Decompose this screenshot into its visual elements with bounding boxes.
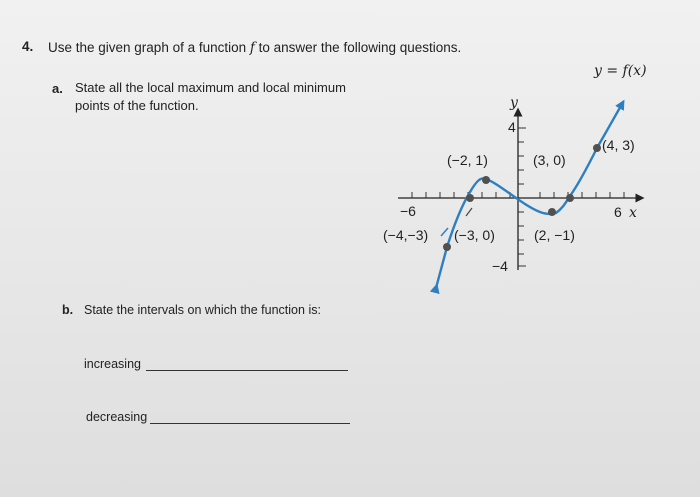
y-axis-ticks: [518, 128, 526, 266]
x-tick-left: −6: [400, 203, 416, 219]
function-curve: [436, 104, 622, 288]
point-x-intercept-left: [466, 194, 474, 202]
increasing-label: increasing: [84, 357, 141, 371]
label-local-min: (2, −1): [534, 227, 575, 243]
point-right-end: [593, 144, 601, 152]
point-left-end: [443, 243, 451, 251]
y-tick-top: 4: [508, 119, 516, 135]
x-axis-label: x: [629, 205, 637, 221]
label-right-end: (4, 3): [602, 137, 635, 153]
part-b-prompt: State the intervals on which the function is:: [84, 303, 321, 317]
label-x-intercept-left: (−3, 0): [454, 227, 495, 243]
question-text-before: Use the given graph of a function: [48, 40, 250, 55]
y-axis-label: y: [510, 95, 518, 111]
point-local-min: [548, 208, 556, 216]
leader-left-end: [441, 228, 448, 236]
question-number: 4.: [22, 39, 34, 54]
label-x-intercept-right: (3, 0): [533, 152, 566, 168]
decreasing-label: decreasing: [86, 410, 148, 424]
point-local-max: [482, 176, 490, 184]
part-a-label: a.: [52, 81, 63, 96]
question-text-after: to answer the following questions.: [254, 40, 462, 55]
label-local-max: (−2, 1): [447, 152, 488, 168]
function-symbol: f: [249, 40, 255, 56]
label-left-end: (−4,−3): [383, 227, 429, 243]
y-tick-bottom: −4: [492, 258, 508, 274]
part-a-line-2: points of the function.: [75, 98, 199, 113]
part-b-label: b.: [62, 303, 74, 317]
part-a-line-1: State all the local maximum and local minimum: [75, 80, 346, 95]
point-x-intercept-right: [566, 194, 574, 202]
x-tick-right: 6: [614, 204, 622, 220]
leader-x-intercept-left: [466, 208, 472, 216]
graph-title: y = f(x): [594, 63, 647, 79]
